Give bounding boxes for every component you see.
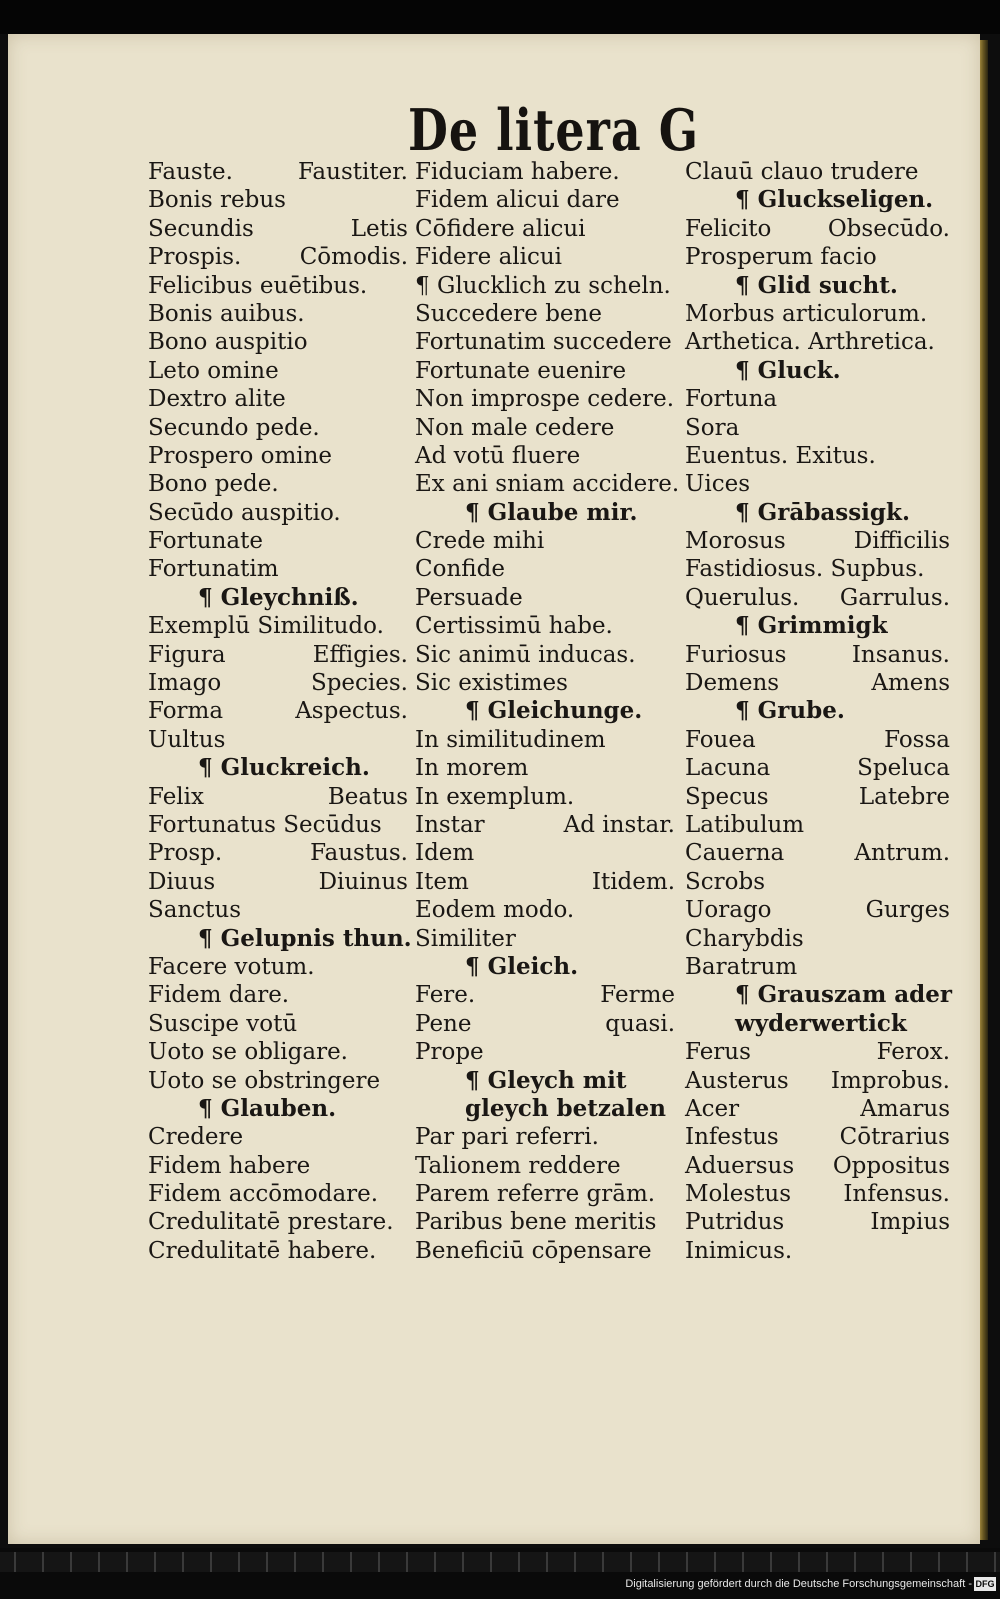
entry-text: Morosus bbox=[685, 528, 786, 555]
entry-line bbox=[415, 555, 675, 583]
entry-line bbox=[415, 1180, 675, 1208]
entry-text: Cōfidere alicui bbox=[415, 215, 586, 242]
entry-synonym: Gurges bbox=[865, 897, 950, 924]
entry-line bbox=[148, 186, 408, 214]
entry-line bbox=[685, 1208, 950, 1236]
entry-line bbox=[148, 726, 408, 754]
entry-synonym: Faustus. bbox=[310, 840, 408, 867]
entry-text: Paribus bene meritis bbox=[415, 1209, 657, 1236]
entry-text: Persuade bbox=[415, 584, 523, 611]
entry-text: Latibulum bbox=[685, 811, 805, 838]
entry-text: Felix bbox=[148, 783, 204, 810]
entry-line bbox=[415, 612, 675, 640]
entry-heading bbox=[685, 981, 953, 1009]
entry-text: Fidere alicui bbox=[415, 244, 563, 271]
entry-synonym: Latebre bbox=[858, 783, 950, 810]
entry-line bbox=[685, 669, 950, 697]
entry-text: Putridus bbox=[685, 1209, 785, 1236]
entry-text: Fortunatim succedere bbox=[415, 329, 672, 356]
entry-line bbox=[685, 811, 950, 839]
entry-line bbox=[685, 896, 950, 924]
entry-line bbox=[685, 527, 950, 555]
entry-line bbox=[148, 697, 408, 725]
entry-synonym: Ad instar. bbox=[563, 811, 675, 838]
entry-text: Exemplū Similitudo. bbox=[148, 613, 384, 640]
entry-line bbox=[415, 158, 675, 186]
entry-line bbox=[415, 811, 675, 839]
entry-text: Pene bbox=[415, 1010, 472, 1037]
entry-synonym: Ferme bbox=[600, 982, 675, 1009]
entry-text: In similitudinem bbox=[415, 726, 606, 753]
entry-text: Uices bbox=[685, 471, 751, 498]
entry-line bbox=[148, 811, 408, 839]
entry-text: Non male cedere bbox=[415, 414, 615, 441]
entry-text: Molestus bbox=[685, 1181, 792, 1208]
entry-line bbox=[685, 385, 950, 413]
entry-text: Fouea bbox=[685, 726, 756, 753]
entry-text: Sanctus bbox=[148, 897, 242, 924]
entry-text: wyderwertick bbox=[735, 1009, 907, 1037]
entry-heading bbox=[415, 499, 675, 527]
entry-text: Cauerna bbox=[685, 840, 785, 867]
entry-text: Similiter bbox=[415, 925, 516, 952]
entry-line bbox=[685, 442, 950, 470]
entry-text: Acer bbox=[685, 1095, 740, 1122]
entry-line bbox=[415, 300, 675, 328]
entry-line bbox=[415, 925, 675, 953]
entry-text: Talionem reddere bbox=[415, 1152, 621, 1179]
entry-text: Uoto se obstringere bbox=[148, 1067, 381, 1094]
entry-line bbox=[415, 442, 675, 470]
entry-text: ¶ Glauben. bbox=[198, 1094, 337, 1122]
entry-synonym: Insanus. bbox=[851, 641, 950, 668]
entry-heading bbox=[148, 754, 408, 782]
entry-line bbox=[415, 1208, 675, 1236]
entry-line bbox=[148, 896, 408, 924]
entry-line bbox=[415, 868, 675, 896]
entry-line bbox=[685, 584, 950, 612]
entry-text: Prosperum facio bbox=[685, 244, 877, 271]
entry-line bbox=[148, 414, 408, 442]
entry-text: Fauste. bbox=[148, 159, 233, 185]
entry-text: Bono pede. bbox=[148, 471, 279, 498]
entry-line bbox=[148, 555, 408, 583]
entry-text: Bono auspitio bbox=[148, 329, 308, 356]
entry-text: Fere. bbox=[415, 982, 476, 1009]
entry-text: Forma bbox=[148, 698, 224, 725]
entry-line bbox=[148, 357, 408, 385]
top-dark-band bbox=[0, 0, 1000, 34]
entry-text: Aduersus bbox=[685, 1152, 795, 1179]
entry-line bbox=[685, 158, 950, 186]
entry-line bbox=[415, 272, 675, 300]
entry-text: Fastidiosus. Supbus. bbox=[685, 556, 925, 583]
entry-text: Fidem dare. bbox=[148, 982, 290, 1009]
entry-synonym: Faustiter. bbox=[298, 159, 408, 185]
entry-line bbox=[685, 243, 950, 271]
entry-line bbox=[685, 754, 950, 782]
entry-synonym: Difficilis bbox=[853, 528, 950, 555]
entry-text: ¶ Gleich. bbox=[465, 952, 579, 980]
entry-text: Fortunatus Secūdus bbox=[148, 811, 382, 838]
entry-text: Imago bbox=[148, 670, 222, 697]
entry-line bbox=[685, 726, 950, 754]
entry-line bbox=[148, 470, 408, 498]
entry-line bbox=[415, 1123, 675, 1151]
entry-heading bbox=[415, 953, 675, 981]
entry-line bbox=[415, 385, 675, 413]
entry-text: Scrobs bbox=[685, 868, 766, 895]
scale-ruler bbox=[0, 1552, 1000, 1572]
entry-text: ¶ Gleychniß. bbox=[198, 583, 359, 611]
entry-text: Prospis. bbox=[148, 244, 242, 271]
entry-synonym: Impius bbox=[870, 1209, 950, 1236]
entry-text: Eodem modo. bbox=[415, 897, 575, 924]
column-right bbox=[685, 158, 953, 1265]
entry-text: ¶ Glid sucht. bbox=[735, 271, 898, 299]
entry-line bbox=[148, 641, 408, 669]
entry-line bbox=[148, 215, 408, 243]
entry-text: Credulitatē habere. bbox=[148, 1237, 377, 1264]
entry-line bbox=[685, 300, 950, 328]
entry-text: Specus bbox=[685, 783, 769, 810]
entry-text: Sora bbox=[685, 414, 740, 441]
entry-text: Prope bbox=[415, 1039, 484, 1066]
entry-text: Par pari referri. bbox=[415, 1124, 599, 1151]
entry-text: Fortunate euenire bbox=[415, 357, 627, 384]
entry-line bbox=[415, 754, 675, 782]
entry-synonym: Ferox. bbox=[876, 1039, 950, 1066]
entry-line bbox=[148, 527, 408, 555]
entry-line bbox=[685, 1038, 950, 1066]
entry-text: Demens bbox=[685, 670, 780, 697]
entry-text: Sic existimes bbox=[415, 670, 568, 697]
entry-heading bbox=[685, 1010, 950, 1038]
footer-credit: Digitalisierung gefördert durch die Deutsche Forschungsgemeinschaft - bbox=[625, 1578, 972, 1590]
entry-line bbox=[685, 868, 950, 896]
entry-line bbox=[685, 1237, 950, 1265]
entry-text: Bonis auibus. bbox=[148, 300, 305, 327]
entry-line bbox=[148, 243, 408, 271]
entry-text: ¶ Gluck. bbox=[735, 356, 841, 384]
entry-text: ¶ Glaube mir. bbox=[465, 498, 638, 526]
entry-text: Felicibus euētibus. bbox=[148, 272, 368, 299]
entry-line bbox=[415, 669, 675, 697]
entry-synonym: Amens bbox=[871, 670, 950, 697]
entry-line bbox=[415, 470, 680, 498]
entry-text: Non improspe cedere. bbox=[415, 386, 675, 413]
entry-line bbox=[148, 1123, 408, 1151]
entry-line bbox=[148, 1180, 408, 1208]
entry-text: ¶ Grube. bbox=[735, 697, 845, 725]
entry-line bbox=[148, 953, 408, 981]
entry-line bbox=[148, 272, 408, 300]
entry-text: Fidem alicui dare bbox=[415, 187, 620, 214]
entry-line bbox=[148, 981, 408, 1009]
entry-line bbox=[148, 328, 408, 356]
entry-line bbox=[685, 555, 950, 583]
entry-line bbox=[415, 1152, 675, 1180]
entry-line bbox=[415, 243, 675, 271]
entry-text: ¶ Grābassigk. bbox=[735, 498, 910, 526]
entry-synonym: Beatus bbox=[327, 783, 408, 810]
entry-text: Suscipe votū bbox=[148, 1010, 298, 1037]
entry-line bbox=[148, 300, 408, 328]
entry-heading bbox=[415, 1095, 675, 1123]
page-heading: De litera G bbox=[408, 96, 699, 164]
entry-line bbox=[415, 726, 675, 754]
entry-line bbox=[685, 953, 950, 981]
entry-text: Bonis rebus bbox=[148, 187, 286, 214]
entry-synonym: Garrulus. bbox=[839, 584, 950, 611]
entry-line bbox=[685, 641, 950, 669]
entry-line bbox=[685, 1095, 950, 1123]
entry-line bbox=[685, 1152, 950, 1180]
entry-line bbox=[148, 1067, 408, 1095]
entry-synonym: Oppositus bbox=[832, 1152, 950, 1179]
entry-line bbox=[148, 839, 408, 867]
entry-line bbox=[685, 925, 950, 953]
column-middle bbox=[415, 158, 680, 1265]
entry-text: In exemplum. bbox=[415, 783, 575, 810]
entry-text: Fiduciam habere. bbox=[415, 159, 620, 185]
entry-text: Idem bbox=[415, 840, 475, 867]
entry-line bbox=[415, 328, 675, 356]
entry-text: Querulus. bbox=[685, 584, 800, 611]
entry-text: Figura bbox=[148, 641, 226, 668]
entry-heading bbox=[685, 272, 950, 300]
entry-line bbox=[415, 981, 675, 1009]
entry-text: Fidem habere bbox=[148, 1152, 311, 1179]
entry-text: Inimicus. bbox=[685, 1237, 793, 1264]
entry-text: ¶ Grimmigk bbox=[735, 612, 888, 640]
entry-line bbox=[415, 896, 675, 924]
entry-text: Item bbox=[415, 868, 469, 895]
entry-text: Clauū clauo trudere bbox=[685, 159, 919, 185]
entry-line bbox=[685, 1123, 950, 1151]
entry-text: Credere bbox=[148, 1124, 244, 1151]
entry-text: Baratrum bbox=[685, 953, 798, 980]
entry-synonym: Diuinus bbox=[318, 868, 408, 895]
entry-synonym: Amarus bbox=[860, 1095, 950, 1122]
entry-heading bbox=[685, 612, 950, 640]
entry-text: Austerus bbox=[685, 1067, 789, 1094]
entry-line bbox=[148, 1152, 408, 1180]
entry-text: Secundo pede. bbox=[148, 414, 320, 441]
entry-text: Crede mihi bbox=[415, 528, 545, 555]
entry-heading bbox=[148, 1095, 408, 1123]
entry-synonym: Antrum. bbox=[854, 840, 950, 867]
entry-text: Felicito bbox=[685, 215, 772, 242]
entry-text: Charybdis bbox=[685, 925, 804, 952]
entry-text: Facere votum. bbox=[148, 953, 315, 980]
entry-line bbox=[415, 215, 675, 243]
entry-line bbox=[415, 641, 675, 669]
entry-synonym: Cōmodis. bbox=[299, 244, 408, 271]
entry-synonym: quasi. bbox=[605, 1010, 675, 1037]
column-left bbox=[148, 158, 412, 1265]
entry-line bbox=[415, 414, 675, 442]
entry-synonym: Improbus. bbox=[830, 1067, 950, 1094]
entry-text: Succedere bene bbox=[415, 300, 602, 327]
entry-line bbox=[685, 470, 950, 498]
entry-text: ¶ Gluckseligen. bbox=[735, 186, 934, 214]
entry-text: Prosp. bbox=[148, 840, 223, 867]
entry-synonym: Speluca bbox=[857, 755, 950, 782]
entry-line bbox=[685, 215, 950, 243]
entry-text: Diuus bbox=[148, 868, 216, 895]
entry-text: ¶ Gluckreich. bbox=[198, 754, 370, 782]
entry-line bbox=[415, 357, 675, 385]
entry-text: Secundis bbox=[148, 215, 254, 242]
entry-text: Lacuna bbox=[685, 755, 771, 782]
entry-text: Beneficiū cōpensare bbox=[415, 1237, 652, 1264]
entry-text: ¶ Gleych mit bbox=[465, 1066, 627, 1094]
entry-synonym: Species. bbox=[310, 670, 408, 697]
entry-heading bbox=[685, 499, 950, 527]
entry-heading bbox=[685, 186, 950, 214]
entry-text: Fortunate bbox=[148, 528, 263, 555]
entry-line bbox=[148, 1208, 408, 1236]
entry-text: Uultus bbox=[148, 726, 226, 753]
entry-text: ¶ Gelupnis thun. bbox=[198, 924, 412, 952]
entry-line bbox=[685, 839, 950, 867]
entry-text: Ferus bbox=[685, 1039, 751, 1066]
entry-line bbox=[415, 584, 675, 612]
entry-line bbox=[148, 442, 408, 470]
entry-text: Ad votū fluere bbox=[415, 442, 581, 469]
entry-line bbox=[148, 868, 408, 896]
entry-synonym: Letis bbox=[350, 215, 408, 242]
entry-text: Infestus bbox=[685, 1124, 779, 1151]
entry-synonym: Infensus. bbox=[843, 1181, 950, 1208]
entry-text: Euentus. Exitus. bbox=[685, 442, 876, 469]
entry-text: Prospero omine bbox=[148, 442, 333, 469]
entry-heading bbox=[685, 697, 950, 725]
entry-line bbox=[148, 158, 408, 186]
entry-line bbox=[415, 839, 675, 867]
entry-line bbox=[148, 499, 408, 527]
entry-text: Fortuna bbox=[685, 386, 778, 413]
entry-line bbox=[415, 1038, 675, 1066]
entry-text: gleych betzalen bbox=[465, 1094, 666, 1122]
entry-synonym: Effigies. bbox=[312, 641, 408, 668]
entry-text: Credulitatē prestare. bbox=[148, 1209, 394, 1236]
entry-line bbox=[148, 669, 408, 697]
entry-line bbox=[148, 1038, 408, 1066]
entry-synonym: Fossa bbox=[884, 726, 950, 753]
entry-text: ¶ Glucklich zu scheln. bbox=[415, 272, 671, 299]
entry-line bbox=[685, 1180, 950, 1208]
entry-synonym: Itidem. bbox=[591, 868, 675, 895]
entry-text: Parem referre grām. bbox=[415, 1181, 656, 1208]
entry-line bbox=[415, 186, 675, 214]
entry-text: Arthetica. Arthretica. bbox=[685, 329, 935, 356]
entry-text: Furiosus bbox=[685, 641, 787, 668]
entry-synonym: Obsecūdo. bbox=[827, 215, 950, 242]
entry-heading bbox=[415, 697, 675, 725]
entry-text: Secūdo auspitio. bbox=[148, 499, 341, 526]
entry-synonym: Cōtrarius bbox=[839, 1124, 950, 1151]
entry-synonym: Aspectus. bbox=[295, 698, 408, 725]
entry-heading bbox=[685, 357, 950, 385]
entry-line bbox=[148, 385, 408, 413]
entry-heading bbox=[148, 924, 412, 953]
dfg-logo: DFG bbox=[975, 1579, 995, 1589]
entry-text: ¶ Grauszam ader bbox=[735, 981, 953, 1009]
entry-line bbox=[148, 1237, 408, 1265]
entry-line bbox=[685, 328, 950, 356]
entry-text: Ex ani sniam accidere. bbox=[415, 471, 680, 498]
entry-text: ¶ Gleichunge. bbox=[465, 697, 643, 725]
entry-text: Certissimū habe. bbox=[415, 613, 613, 640]
entry-heading bbox=[415, 1067, 675, 1095]
entry-text: Fortunatim bbox=[148, 556, 279, 583]
entry-line bbox=[415, 1237, 675, 1265]
entry-text: Dextro alite bbox=[148, 386, 286, 413]
entry-line bbox=[415, 527, 675, 555]
entry-line bbox=[685, 783, 950, 811]
entry-line bbox=[685, 1067, 950, 1095]
entry-line bbox=[415, 783, 675, 811]
entry-text: In morem bbox=[415, 755, 529, 782]
entry-text: Morbus articulorum. bbox=[685, 300, 928, 327]
entry-text: Leto omine bbox=[148, 357, 279, 384]
entry-line bbox=[148, 612, 408, 640]
entry-line bbox=[148, 1010, 408, 1038]
entry-text: Uorago bbox=[685, 897, 772, 924]
entry-text: Uoto se obligare. bbox=[148, 1039, 348, 1066]
entry-line bbox=[685, 414, 950, 442]
entry-text: Instar bbox=[415, 811, 485, 838]
entry-text: Fidem accōmodare. bbox=[148, 1181, 379, 1208]
entry-heading bbox=[148, 584, 408, 612]
entry-text: Sic animū inducas. bbox=[415, 641, 636, 668]
entry-line bbox=[415, 1010, 675, 1038]
entry-text: Confide bbox=[415, 556, 505, 583]
entry-line bbox=[148, 783, 408, 811]
